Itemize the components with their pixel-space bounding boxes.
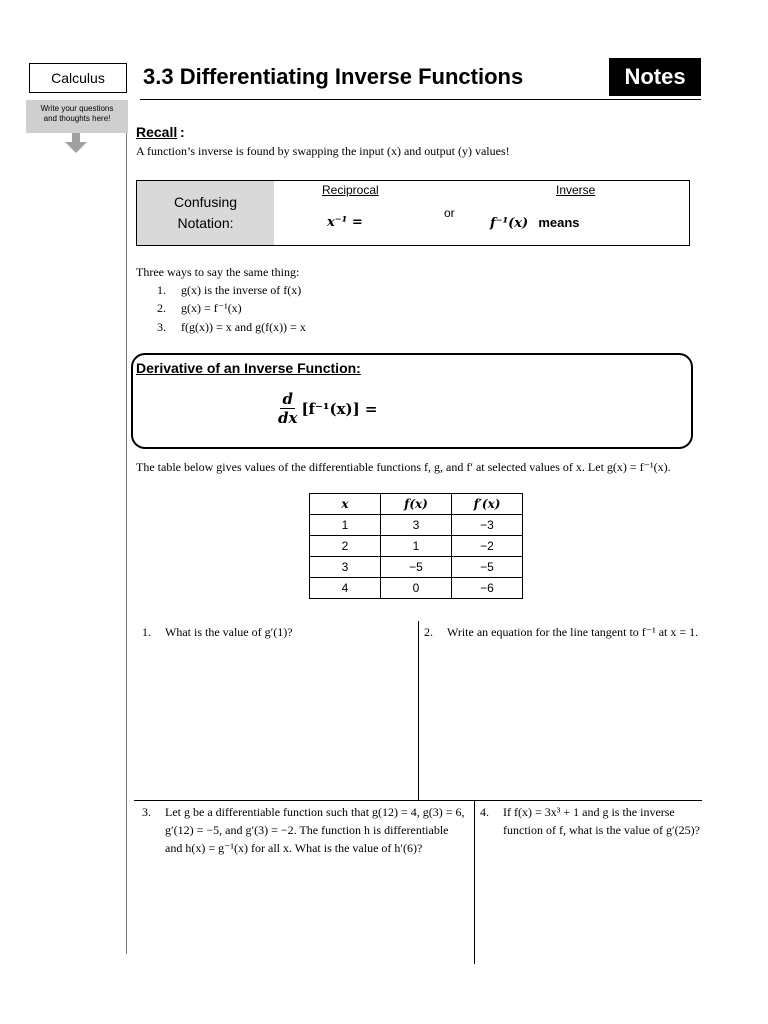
table-cell: 1 bbox=[381, 536, 452, 557]
table-cell: 3 bbox=[310, 557, 381, 578]
table-cell: −3 bbox=[452, 515, 523, 536]
down-arrow-icon bbox=[62, 133, 90, 153]
margin-banner-line2: and thoughts here! bbox=[43, 114, 111, 123]
column-header: x bbox=[310, 494, 381, 515]
way-item bbox=[157, 283, 301, 298]
way-item-number: 3. bbox=[157, 320, 166, 334]
notation-label-line2: Notation: bbox=[177, 215, 234, 231]
table-cell: 0 bbox=[381, 578, 452, 599]
notes-badge-text: Notes bbox=[624, 64, 686, 89]
way-item-number: 2. bbox=[157, 301, 166, 315]
table-intro-text: The table below gives values of the differentiable functions f, g, and f′ at selected values of x. Let g(x) = f⁻¹(x). bbox=[136, 460, 671, 474]
question-divider-vertical-top bbox=[418, 621, 419, 800]
table-cell: −6 bbox=[452, 578, 523, 599]
recall-heading: Recall bbox=[136, 124, 178, 140]
derivative-expression: [f⁻¹(x)] = bbox=[301, 399, 378, 418]
table-cell: 3 bbox=[381, 515, 452, 536]
way-item bbox=[157, 320, 306, 335]
inverse-expression bbox=[490, 215, 580, 231]
question-number: 3. bbox=[142, 805, 151, 819]
question-text: If f(x) = 3x³ + 1 and g is the inverse function of f, what is the value of g′(25)? bbox=[503, 805, 700, 837]
recall-colon: : bbox=[180, 124, 185, 140]
margin-banner bbox=[26, 100, 128, 133]
way-item-text: f(g(x)) = x and g(f(x)) = x bbox=[181, 320, 306, 334]
way-item-text: g(x) is the inverse of f(x) bbox=[181, 283, 302, 297]
table-header-row bbox=[310, 494, 523, 515]
table-row bbox=[310, 578, 523, 599]
values-table bbox=[309, 493, 523, 599]
column-header: f′(x) bbox=[452, 494, 523, 515]
table-cell: −2 bbox=[452, 536, 523, 557]
reciprocal-header: Reciprocal bbox=[322, 183, 379, 197]
table-cell: −5 bbox=[381, 557, 452, 578]
question-text: What is the value of g′(1)? bbox=[165, 625, 293, 639]
course-label-text: Calculus bbox=[51, 70, 105, 86]
table-cell: 4 bbox=[310, 578, 381, 599]
question-number: 2. bbox=[424, 625, 433, 639]
page-title: 3.3 Differentiating Inverse Functions bbox=[143, 64, 524, 89]
question-number: 4. bbox=[480, 805, 489, 819]
table-row bbox=[310, 536, 523, 557]
title-divider bbox=[140, 99, 701, 100]
derivative-denominator: dx bbox=[278, 409, 298, 427]
notes-badge bbox=[609, 58, 701, 96]
derivative-numerator: d bbox=[282, 390, 293, 408]
margin-banner-line1: Write your questions bbox=[40, 104, 114, 113]
question-text: Let g be a differentiable function such that g(12) = 4, g(3) = 6, g′(12) = −5, and g′(3) = −2. The function h is differentiable and h(x) = g⁻¹(x) for all x. What is the value of h′(6)? bbox=[165, 805, 465, 855]
column-header: f(x) bbox=[381, 494, 452, 515]
table-row bbox=[310, 557, 523, 578]
recall-text: A function’s inverse is found by swapping the input (x) and output (y) values! bbox=[136, 144, 510, 158]
way-item-text: g(x) = f⁻¹(x) bbox=[181, 301, 242, 315]
question-divider-vertical-bottom bbox=[474, 800, 475, 964]
margin-divider bbox=[126, 130, 127, 954]
reciprocal-expression: x⁻¹ = bbox=[327, 215, 363, 230]
table-row bbox=[310, 515, 523, 536]
course-label bbox=[29, 63, 127, 93]
notation-label bbox=[137, 192, 274, 234]
table-cell: 2 bbox=[310, 536, 381, 557]
question-text: Write an equation for the line tangent to f⁻¹ at x = 1. bbox=[447, 625, 699, 639]
inverse-header: Inverse bbox=[556, 183, 596, 197]
table-cell: 1 bbox=[310, 515, 381, 536]
or-label: or bbox=[444, 206, 455, 220]
derivative-fraction bbox=[278, 390, 297, 427]
notation-label-line1: Confusing bbox=[173, 194, 238, 210]
question-number: 1. bbox=[142, 625, 151, 639]
inverse-means-label: means bbox=[538, 215, 580, 230]
way-item bbox=[157, 301, 242, 316]
derivative-formula bbox=[278, 390, 378, 427]
table-cell: −5 bbox=[452, 557, 523, 578]
inverse-expression-math: f⁻¹(x) bbox=[490, 216, 529, 231]
question-divider-horizontal bbox=[134, 800, 702, 801]
way-item-number: 1. bbox=[157, 283, 166, 297]
three-ways-heading: Three ways to say the same thing: bbox=[136, 265, 300, 279]
derivative-heading: Derivative of an Inverse Function: bbox=[136, 360, 361, 376]
